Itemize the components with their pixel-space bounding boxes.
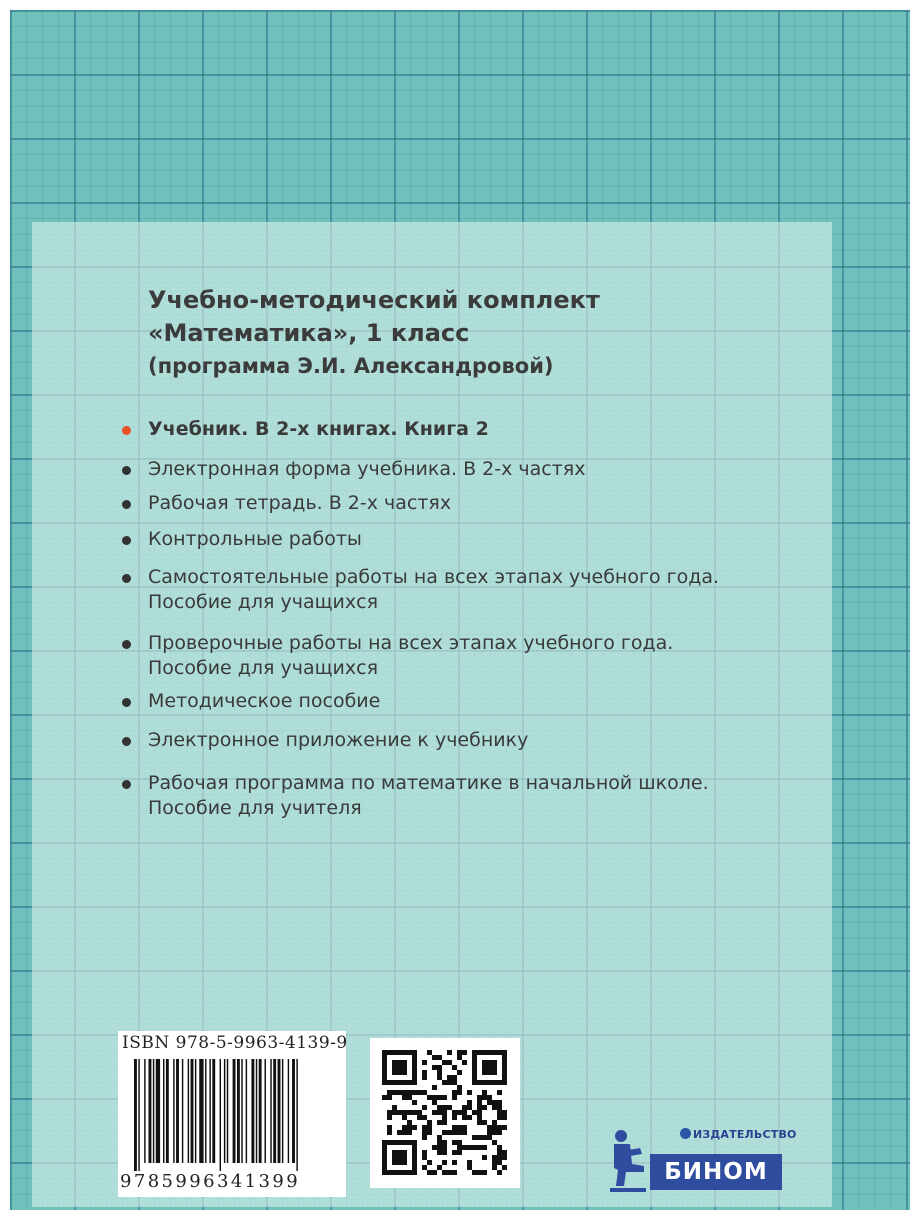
list-item-text: Рабочая тетрадь. В 2-х частях	[148, 492, 452, 514]
title-line-2: «Математика», 1 класс	[148, 319, 470, 347]
isbn-number: ISBN 978-5-9963-4139-9	[122, 1033, 348, 1053]
bullet-icon	[122, 737, 131, 746]
list-item-text: Учебник. В 2-х книгах. Книга 2	[148, 418, 489, 440]
bullet-icon	[122, 500, 131, 509]
list-item-text-line-2: Пособие для учащихся	[148, 591, 379, 613]
publisher-logo	[604, 1128, 797, 1192]
bullet-icon	[122, 698, 131, 707]
list-item-text: Контрольные работы	[148, 528, 362, 550]
qr-code-block	[370, 1038, 520, 1188]
ean-number: 9785996341399	[120, 1171, 301, 1192]
globe-icon	[680, 1128, 691, 1139]
bullet-icon	[122, 426, 131, 435]
publisher-name: БИНОМ	[650, 1154, 782, 1190]
book-back-cover	[10, 10, 910, 1210]
list-item-text: Проверочные работы на всех этапах учебного года.	[148, 632, 674, 654]
person-reading-icon	[604, 1128, 648, 1192]
barcode-block	[118, 1031, 346, 1197]
bullet-icon	[122, 640, 131, 649]
bullet-icon	[122, 536, 131, 545]
list-item-text: Методическое пособие	[148, 690, 381, 712]
qr-code-icon	[370, 1038, 520, 1188]
list-item-text: Электронная форма учебника. В 2-х частях	[148, 458, 586, 480]
bullet-icon	[122, 574, 131, 583]
list-item-text-line-2: Пособие для учащихся	[148, 657, 379, 679]
title-line-1: Учебно-методический комплект	[148, 286, 600, 314]
list-item-text: Рабочая программа по математике в начальной школе.	[148, 772, 709, 794]
title-line-3: (программа Э.И. Александровой)	[148, 354, 554, 378]
list-item-text-line-2: Пособие для учителя	[148, 797, 362, 819]
list-item-text: Электронное приложение к учебнику	[148, 729, 529, 751]
bullet-icon	[122, 466, 131, 475]
series-title	[148, 284, 600, 383]
barcode-icon	[134, 1059, 330, 1171]
bullet-icon	[122, 780, 131, 789]
list-item-text: Самостоятельные работы на всех этапах учебного года.	[148, 566, 720, 588]
publisher-label: ИЗДАТЕЛЬСТВО	[680, 1128, 797, 1141]
